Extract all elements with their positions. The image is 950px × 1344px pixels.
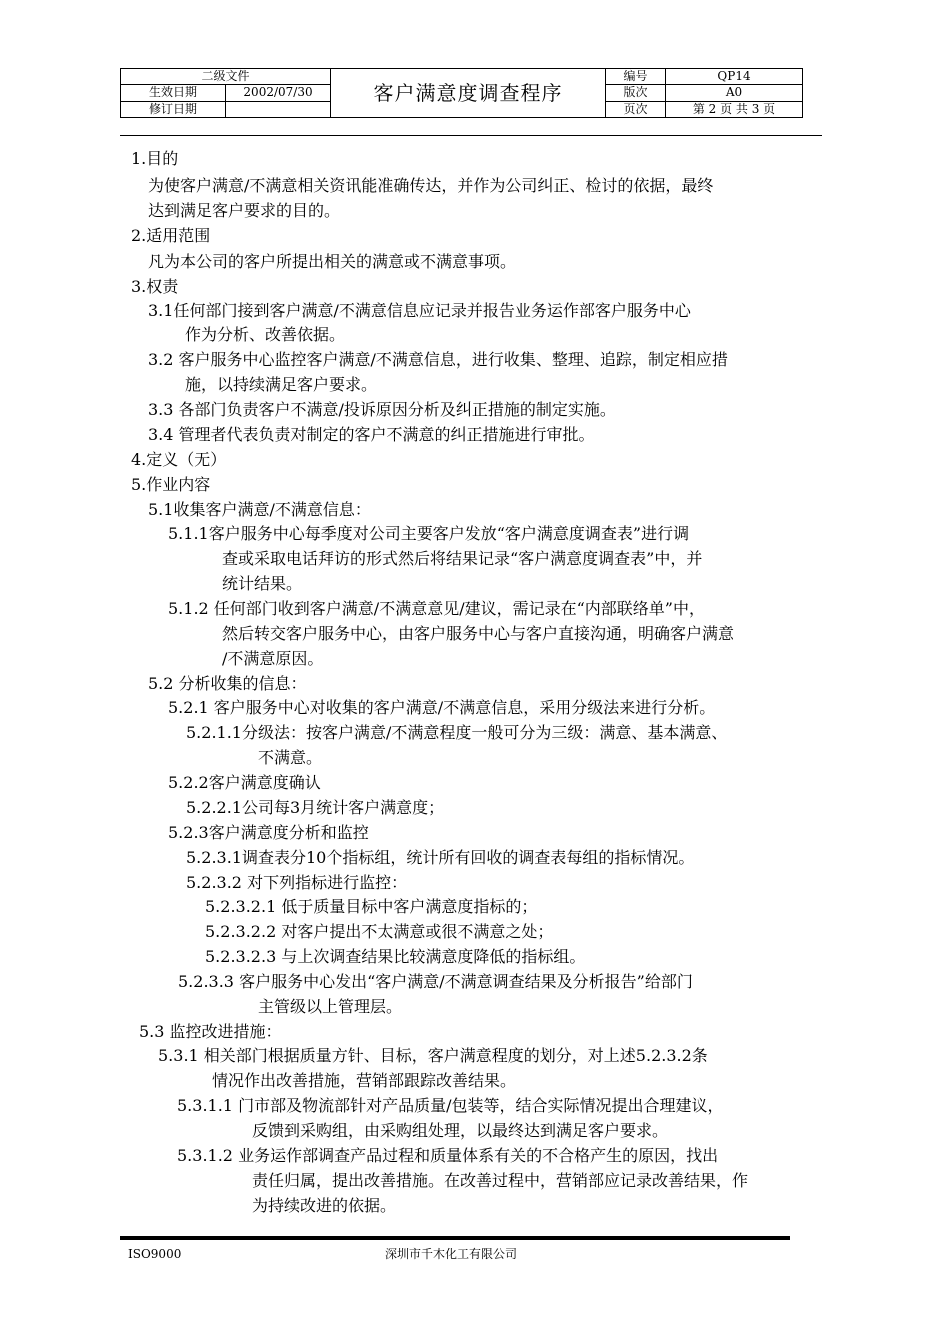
revision-date-value <box>226 101 331 117</box>
section-heading: 5.作业内容 <box>131 475 211 494</box>
paragraph-line: 5.1.1客户服务中心每季度对公司主要客户发放“客户满意度调查表”进行调 <box>168 524 690 543</box>
paragraph-line: 凡为本公司的客户所提出相关的满意或不满意事项。 <box>148 252 517 271</box>
paragraph-line: 主管级以上管理层。 <box>258 997 403 1016</box>
code-value: QP14 <box>666 69 803 85</box>
document-title: 客户满意度调查程序 <box>331 69 606 118</box>
paragraph-line: 5.2.3客户满意度分析和监控 <box>168 823 369 842</box>
section-heading: 4.定义（无） <box>131 450 227 469</box>
code-label: 编号 <box>606 69 666 85</box>
paragraph-line: 5.2.3.2.1 低于质量目标中客户满意度指标的； <box>205 897 538 916</box>
paragraph-line: 5.2.1 客户服务中心对收集的客户满意/不满意信息，采用分级法来进行分析。 <box>168 698 716 717</box>
paragraph-line: 5.2.2.1公司每3月统计客户满意度； <box>186 798 445 817</box>
paragraph-line: 统计结果。 <box>222 574 303 593</box>
effective-date-label: 生效日期 <box>121 85 226 101</box>
paragraph-line: 5.2 分析收集的信息： <box>148 674 307 693</box>
footer-standard: ISO9000 <box>128 1247 182 1261</box>
paragraph-line: 5.2.3.2 对下列指标进行监控： <box>186 873 408 892</box>
document-header-table <box>120 68 803 118</box>
paragraph-line: 3.2 客户服务中心监控客户满意/不满意信息，进行收集、整理、追踪，制定相应措 <box>148 350 728 369</box>
paragraph-line: 不满意。 <box>258 748 323 767</box>
paragraph-line: 反馈到采购组，由采购组处理，以最终达到满足客户要求。 <box>252 1121 669 1140</box>
paragraph-line: /不满意原因。 <box>222 649 324 668</box>
footer-company: 深圳市千木化工有限公司 <box>385 1247 518 1261</box>
section-heading: 3.权责 <box>131 277 179 296</box>
paragraph-line: 3.1任何部门接到客户满意/不满意信息应记录并报告业务运作部客户服务中心 <box>148 301 691 320</box>
paragraph-line: 施，以持续满足客户要求。 <box>185 375 378 394</box>
paragraph-line: 为持续改进的依据。 <box>252 1196 397 1215</box>
paragraph-line: 5.2.3.3 客户服务中心发出“客户满意/不满意调查结果及分析报告”给部门 <box>178 972 693 991</box>
paragraph-line: 责任归属，提出改善措施。在改善过程中，营销部应记录改善结果，作 <box>252 1171 749 1190</box>
paragraph-line: 5.2.3.2.3 与上次调查结果比较满意度降低的指标组。 <box>205 947 586 966</box>
paragraph-line: 3.4 管理者代表负责对制定的客户不满意的纠正措施进行审批。 <box>148 425 595 444</box>
paragraph-line: 5.3.1.1 门市部及物流部针对产品质量/包装等，结合实际情况提出合理建议， <box>177 1096 724 1115</box>
page-value: 第 2 页 共 3 页 <box>666 101 803 117</box>
effective-date-value: 2002/07/30 <box>226 85 331 101</box>
paragraph-line: 为使客户满意/不满意相关资讯能准确传达，并作为公司纠正、检讨的依据，最终 <box>148 176 714 195</box>
paragraph-line: 5.3.1.2 业务运作部调查产品过程和质量体系有关的不合格产生的原因，找出 <box>177 1146 719 1165</box>
paragraph-line: 5.2.2客户满意度确认 <box>168 773 321 792</box>
revision-date-label: 修订日期 <box>121 101 226 117</box>
paragraph-line: 5.2.3.1调查表分10个指标组，统计所有回收的调查表每组的指标情况。 <box>186 848 695 867</box>
section-heading: 2.适用范围 <box>131 226 211 245</box>
paragraph-line: 5.3.1 相关部门根据质量方针、目标，客户满意程度的划分，对上述5.2.3.2条 <box>158 1046 708 1065</box>
paragraph-line: 5.2.3.2.2 对客户提出不太满意或很不满意之处； <box>205 922 554 941</box>
doc-level: 二级文件 <box>121 69 331 85</box>
paragraph-line: 5.1.2 任何部门收到客户满意/不满意意见/建议，需记录在“内部联络单”中， <box>168 599 705 618</box>
paragraph-line: 作为分析、改善依据。 <box>185 325 346 344</box>
paragraph-line: 3.3 各部门负责客户不满意/投诉原因分析及纠正措施的制定实施。 <box>148 400 616 419</box>
version-value: A0 <box>666 85 803 101</box>
page-label: 页次 <box>606 101 666 117</box>
version-label: 版次 <box>606 85 666 101</box>
header-divider <box>120 135 822 136</box>
paragraph-line: 5.3 监控改进措施： <box>139 1022 282 1041</box>
footer-divider <box>120 1236 790 1240</box>
paragraph-line: 5.1收集客户满意/不满意信息： <box>148 500 371 519</box>
paragraph-line: 情况作出改善措施，营销部跟踪改善结果。 <box>212 1071 517 1090</box>
paragraph-line: 然后转交客户服务中心，由客户服务中心与客户直接沟通，明确客户满意 <box>222 624 735 643</box>
section-heading: 1.目的 <box>131 149 179 168</box>
paragraph-line: 达到满足客户要求的目的。 <box>148 201 341 220</box>
paragraph-line: 查或采取电话拜访的形式然后将结果记录“客户满意度调查表”中，并 <box>222 549 703 568</box>
paragraph-line: 5.2.1.1分级法：按客户满意/不满意程度一般可分为三级：满意、基本满意、 <box>186 723 728 742</box>
